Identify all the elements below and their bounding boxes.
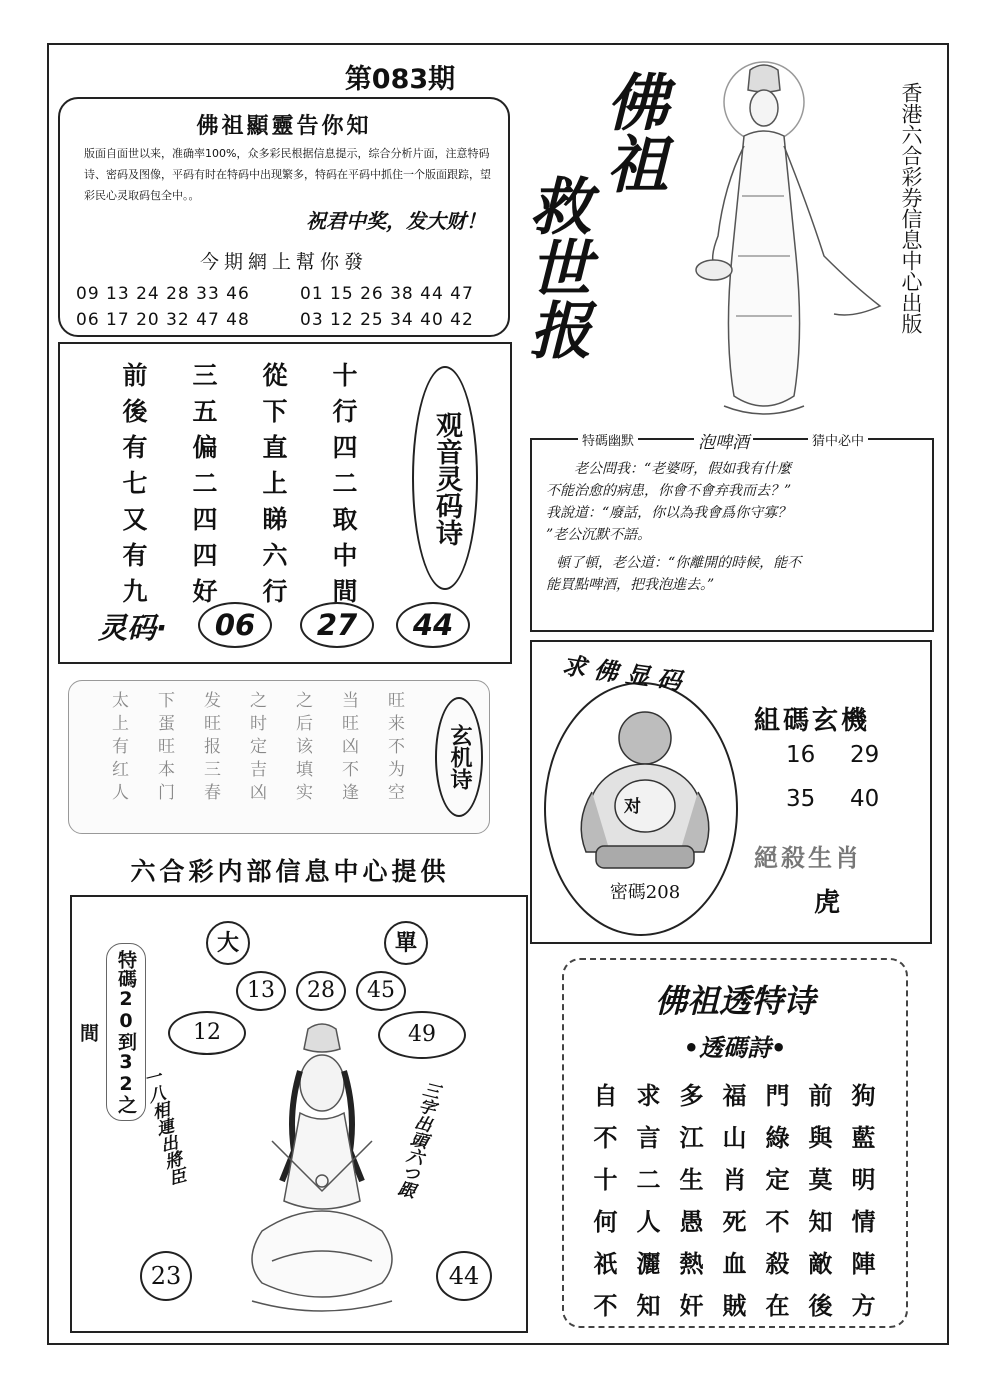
online-subtitle: 今期網上幫你發 [199, 251, 368, 273]
joke-line: ”老公沉默不語。 [546, 527, 652, 543]
left-phrase: 一八相連出將臣 [138, 1067, 187, 1188]
tema-poem-row [584, 1240, 885, 1282]
poem-char: 四 [192, 541, 218, 570]
tema-range: 特碼20到32之間 [106, 943, 146, 1121]
laughing-buddha-figure [570, 702, 720, 872]
poem-char: 五 [192, 397, 218, 426]
tag-single: 單 [384, 921, 428, 965]
xuanji-label: 玄机诗 [435, 697, 483, 817]
guanyin-box [70, 895, 528, 1333]
issue-number: 第083期 [344, 64, 456, 95]
numbers-row: 06 17 20 32 47 48 [76, 310, 250, 330]
poem-char: 四 [332, 433, 358, 462]
notice-paragraph: 版面自面世以来，准确率100%，众多彩民根据信息提示，综合分析片面，注意特码诗、密码及图像，平码有时在特码中出现繁多，特码在平码中抓住一个版面跟踪，望彩民心灵取码包全中。。 [84, 147, 491, 202]
poem-char: 十 [332, 361, 358, 390]
poem-char: 又 [122, 505, 148, 534]
kill-title: 絕殺生肖 [754, 843, 862, 872]
poem-char: 二 [332, 469, 358, 498]
tema-poem-char: 藍 [851, 1122, 876, 1152]
xuanji-column: 之后该填实 [292, 691, 312, 806]
xuanji-scroll [68, 680, 490, 834]
tema-poem-char: 血 [722, 1248, 747, 1278]
number-circle: 28 [296, 971, 346, 1011]
poem-char: 有 [122, 541, 148, 570]
secret-code: 密碼208 [609, 882, 681, 903]
poem-row [100, 500, 380, 536]
kill-value: 虎 [814, 888, 841, 918]
belly-text: 对 [624, 797, 641, 817]
poem-row [100, 536, 380, 572]
poem-char: 四 [192, 505, 218, 534]
poem-char: 中 [332, 541, 358, 570]
tema-poem-char: 在 [765, 1290, 790, 1320]
xuanji-column: 发旺报三春 [200, 691, 220, 806]
numbers-left [76, 281, 250, 333]
poem-char: 從 [262, 361, 288, 390]
xuanji-column: 之时定吉凶 [246, 691, 266, 806]
tema-poem-char: 知 [636, 1290, 661, 1320]
xuanji-column: 旺来不为空 [384, 691, 404, 806]
tema-poem-row [584, 1114, 885, 1156]
tema-poem-char: 灑 [636, 1248, 661, 1278]
joke-box [530, 433, 934, 632]
tema-poem-char: 方 [851, 1290, 876, 1320]
poem-char: 行 [332, 397, 358, 426]
joke-line: 頓了頓，老公道：“你離開的時候，能不 [556, 555, 802, 571]
tema-poem-row [584, 1198, 885, 1240]
poem-char: 間 [332, 577, 358, 606]
numbers-row: 01 15 26 38 44 47 [300, 284, 474, 304]
number-circle: 45 [356, 971, 406, 1011]
group-num: 40 [850, 786, 880, 812]
poem-row [100, 428, 380, 464]
numbers-row: 03 12 25 34 40 42 [300, 310, 474, 330]
side-publisher: 香港六合彩券信息中心出版 [899, 82, 923, 334]
notice-title: 佛祖顯靈告你知 [196, 114, 372, 139]
tema-poem-char: 何 [593, 1206, 618, 1236]
joke-line: 老公問我：“老婆呀，假如我有什麼 [574, 461, 792, 477]
tema-poem-char: 陣 [851, 1248, 876, 1278]
joke-header-title: 泡啤酒 [694, 428, 753, 453]
tema-poem-row [584, 1282, 885, 1324]
group-num: 16 [786, 742, 816, 768]
numbers-right [300, 281, 474, 333]
tema-poem-char: 前 [808, 1080, 833, 1110]
tema-poem-char: 山 [722, 1122, 747, 1152]
tema-poem-char: 多 [679, 1080, 704, 1110]
notice-box [58, 97, 510, 337]
buddha-arc-title: 求佛显码 [560, 651, 691, 697]
tema-poem-char: 言 [636, 1122, 661, 1152]
number-circle: 23 [140, 1251, 192, 1301]
poem-char: 取 [332, 505, 358, 534]
tema-poem-char: 殺 [765, 1248, 790, 1278]
xuanji-column: 太上有红人 [108, 691, 128, 806]
joke-line: 不能治愈的病患，你會不會弃我而去？” [546, 483, 792, 499]
tema-poem-char: 愚 [679, 1206, 704, 1236]
tema-poem-title: 佛祖透特诗 [654, 982, 815, 1020]
tema-poem-char: 定 [765, 1164, 790, 1194]
tema-poem-row [584, 1156, 885, 1198]
lingma-num: 27 [300, 602, 374, 648]
xuanji-column: 下蛋旺本门 [154, 691, 174, 806]
tema-poem-char: 門 [765, 1080, 790, 1110]
poem-char: 九 [122, 577, 148, 606]
numbers-row: 09 13 24 28 33 46 [76, 284, 250, 304]
number-circle: 44 [436, 1251, 492, 1301]
title-line2 [520, 174, 590, 424]
tema-poem-char: 十 [593, 1164, 618, 1194]
poem-row [100, 464, 380, 500]
group-title: 組碼玄機 [754, 706, 871, 736]
poem-char: 下 [262, 397, 288, 426]
title-fozu: 佛祖 [596, 70, 669, 194]
tema-poem-char: 知 [808, 1206, 833, 1236]
tema-poem-char: 求 [636, 1080, 661, 1110]
joke-line: 能買點啤酒，把我泡進去。” [546, 577, 715, 593]
tema-poem-char: 綠 [765, 1122, 790, 1152]
poem-char: 七 [122, 469, 148, 498]
guanyin-standing-figure [684, 56, 884, 426]
tema-poem-char: 賊 [722, 1290, 747, 1320]
tema-poem-char: 熱 [679, 1248, 704, 1278]
provider-text: 六合彩内部信息中心提供 [130, 857, 450, 886]
poem-box [58, 342, 512, 664]
tag-big: 大 [206, 921, 250, 965]
tema-poem-char: 死 [722, 1206, 747, 1236]
poem-char: 好 [192, 577, 218, 606]
title-jiushibao: 救世报 [519, 174, 592, 360]
tema-poem-table [584, 1072, 885, 1324]
tema-poem-char: 與 [808, 1122, 833, 1152]
joke-line: 我說道：“廢話，你以為我會爲你守寡？ [546, 505, 792, 521]
tema-poem-char: 自 [593, 1080, 618, 1110]
guanyin-figure [232, 1021, 412, 1321]
number-oval: 49 [378, 1011, 466, 1059]
tema-poem-char: 人 [636, 1206, 661, 1236]
poem-char: 六 [262, 541, 288, 570]
xuanji-column: 当旺凶不逢 [338, 691, 358, 806]
tema-poem-char: 不 [593, 1122, 618, 1152]
tema-poem-char: 不 [765, 1206, 790, 1236]
tema-poem-char: 肖 [722, 1164, 747, 1194]
poem-char: 前 [122, 361, 148, 390]
joke-header-tag: 特碼幽默 [578, 430, 638, 449]
tema-poem-box [562, 958, 908, 1328]
poem-char: 後 [122, 397, 148, 426]
tema-poem-char: 奸 [679, 1290, 704, 1320]
tema-poem-char: 二 [636, 1164, 661, 1194]
tema-poem-char: 莫 [808, 1164, 833, 1194]
tema-poem-subtitle: •透碼詩• [683, 1034, 787, 1062]
joke-header-hint: 猜中必中 [808, 430, 868, 449]
wish-text: 祝君中奖，发大财！ [306, 209, 486, 233]
group-num: 35 [786, 786, 816, 812]
poem-char: 行 [262, 577, 288, 606]
tema-poem-char: 後 [808, 1290, 833, 1320]
number-oval: 12 [168, 1011, 246, 1055]
tema-poem-char: 狗 [851, 1080, 876, 1110]
lingma-num: 44 [396, 602, 470, 648]
poem-table [100, 356, 380, 608]
tema-poem-row [584, 1072, 885, 1114]
tema-poem-char: 祇 [593, 1248, 618, 1278]
poem-char: 睇 [262, 505, 288, 534]
tema-poem-char: 明 [851, 1164, 876, 1194]
title-line1 [597, 70, 667, 220]
buddha-box [530, 640, 932, 944]
poem-char: 上 [262, 469, 288, 498]
xuanji-columns [95, 691, 417, 821]
tema-poem-char: 生 [679, 1164, 704, 1194]
tema-poem-char: 敵 [808, 1248, 833, 1278]
poem-row [100, 356, 380, 392]
tema-poem-char: 情 [851, 1206, 876, 1236]
number-circle: 13 [236, 971, 286, 1011]
poem-char: 有 [122, 433, 148, 462]
lingma-label: 灵码· [98, 611, 168, 645]
poem-char: 二 [192, 469, 218, 498]
tema-poem-char: 福 [722, 1080, 747, 1110]
guanyin-label: 观音灵码诗 [412, 366, 478, 590]
tema-poem-char: 不 [593, 1290, 618, 1320]
poem-row [100, 392, 380, 428]
tema-poem-char: 江 [679, 1122, 704, 1152]
right-phrase: 三字出頭六つ跟 [392, 1078, 442, 1200]
group-num: 29 [850, 742, 880, 768]
poem-char: 三 [192, 361, 218, 390]
lingma-num: 06 [198, 602, 272, 648]
poem-char: 偏 [192, 433, 218, 462]
poem-char: 直 [262, 433, 288, 462]
